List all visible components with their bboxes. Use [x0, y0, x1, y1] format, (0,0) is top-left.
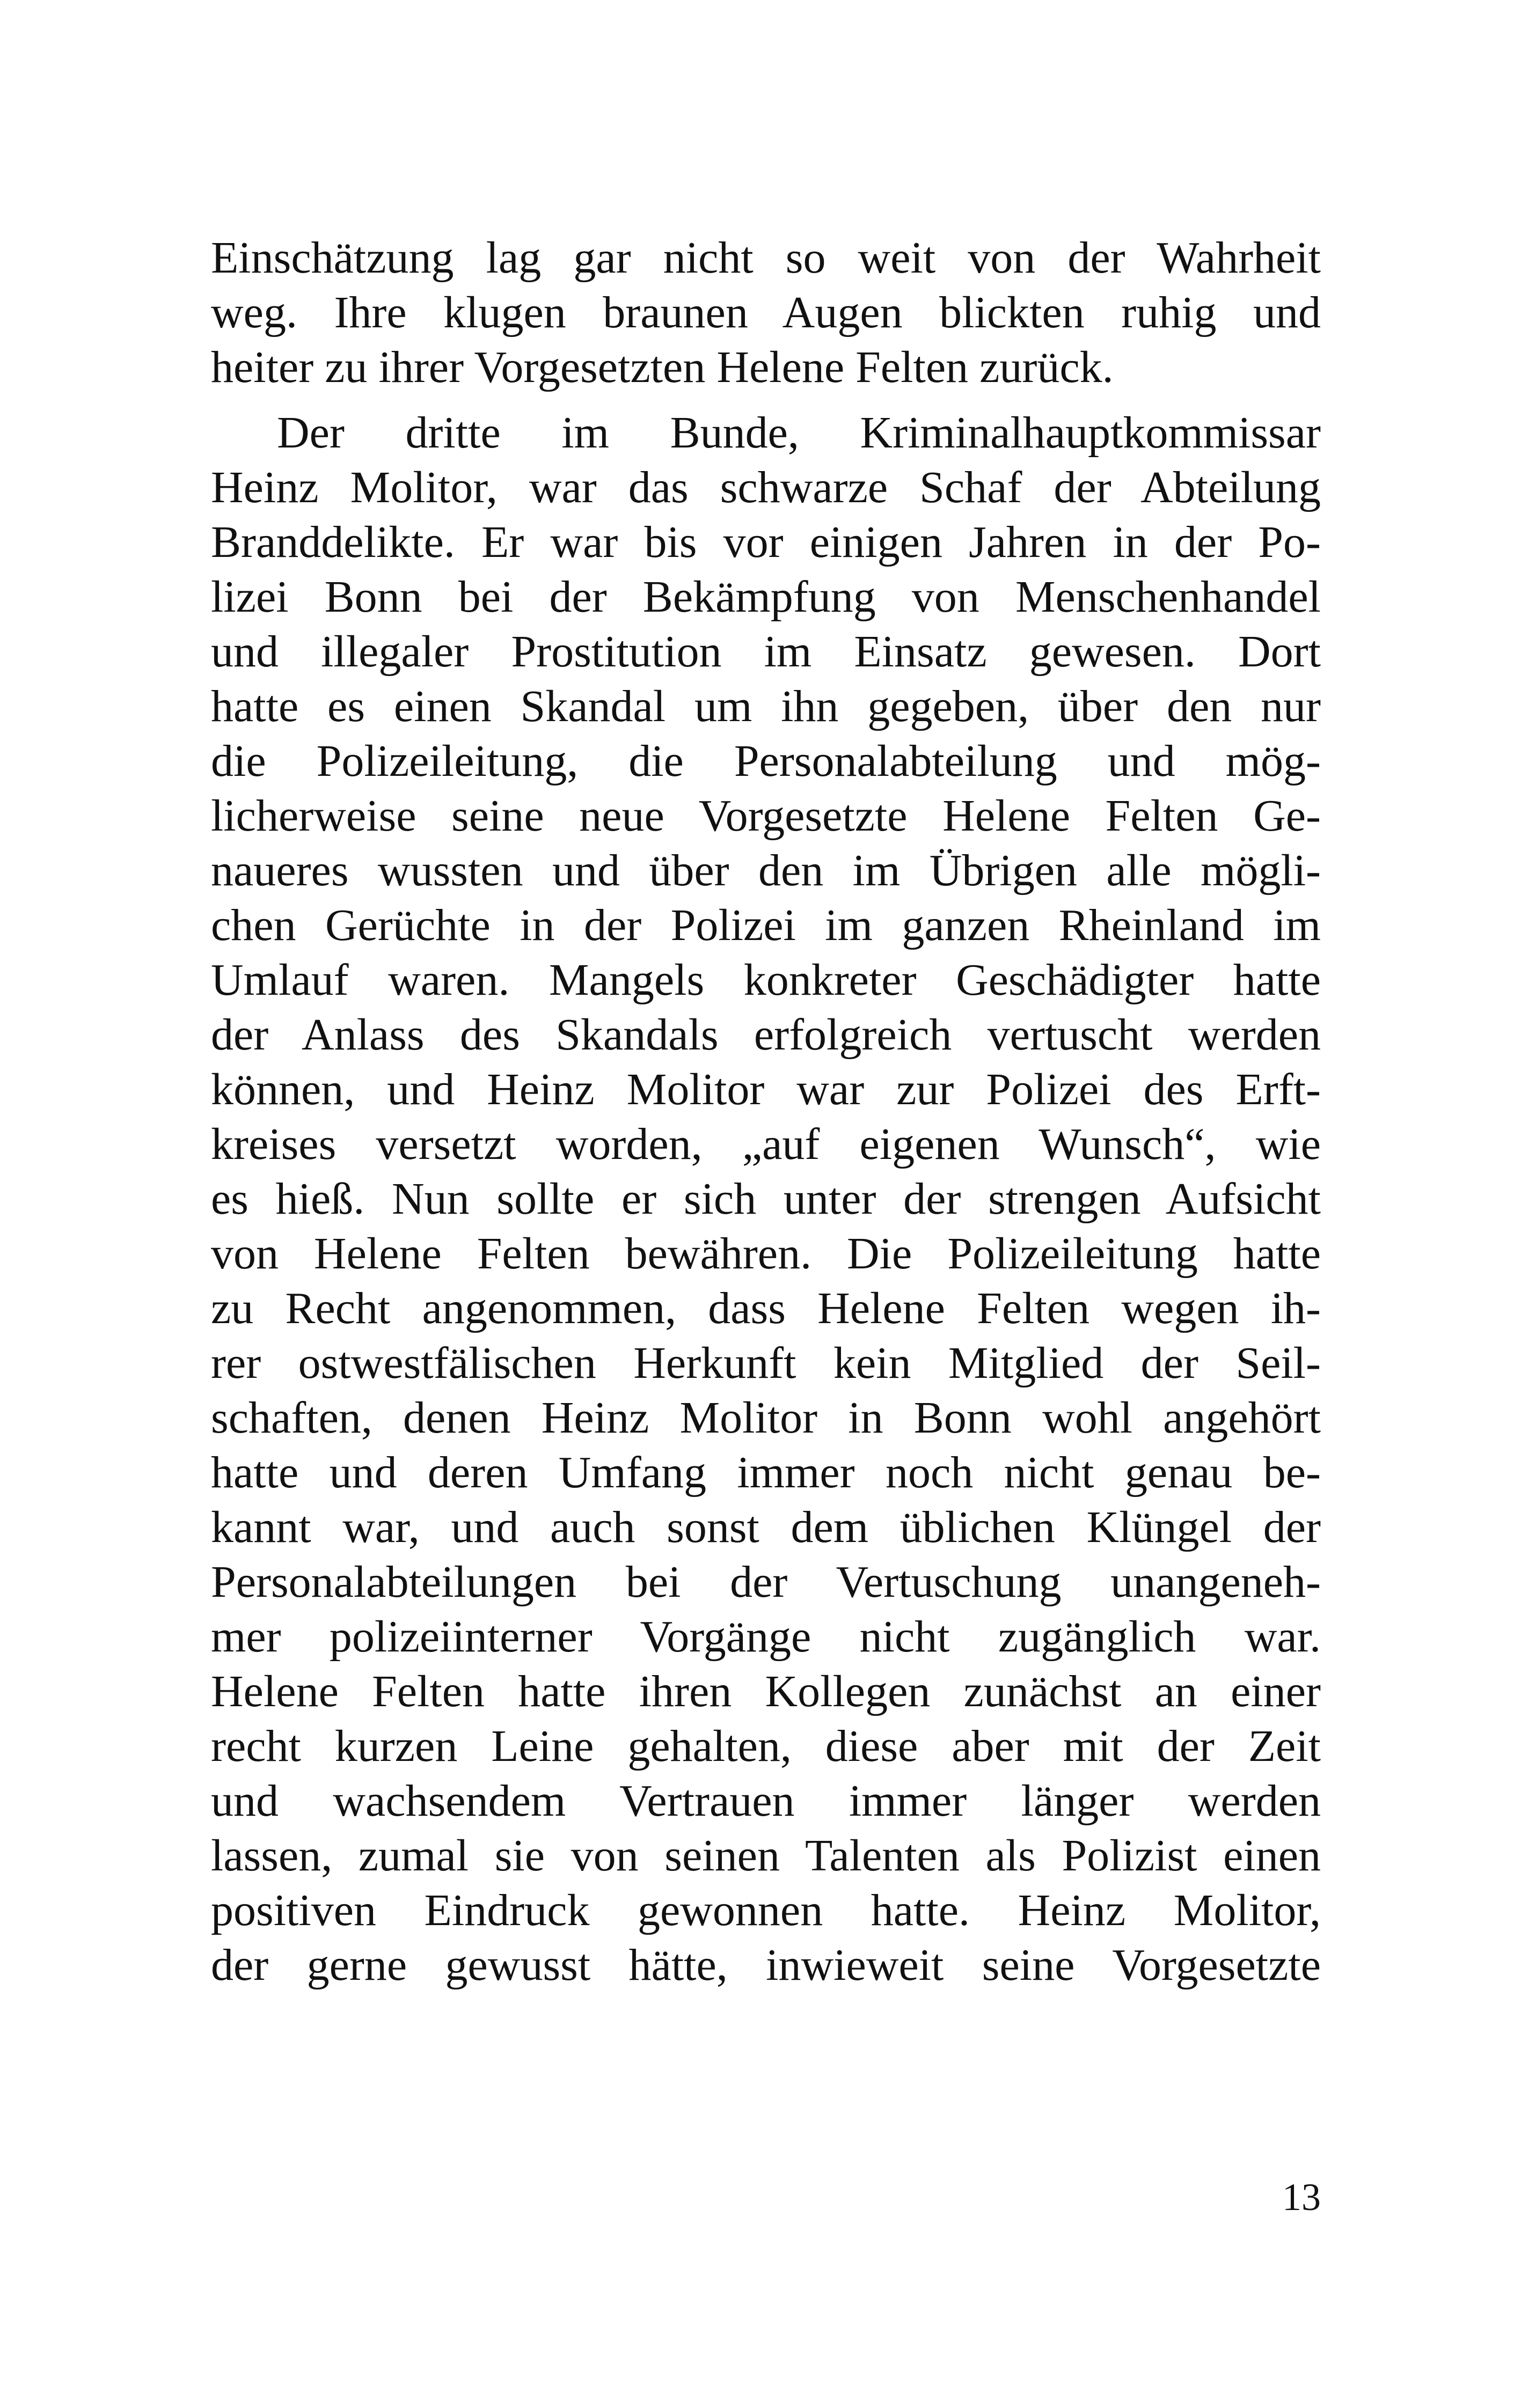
- text-line: und illegaler Prostitution im Einsatz gewesen. Dort: [211, 627, 1321, 677]
- text-line: heiter zu ihrer Vorgesetzten Helene Felten zurück.: [211, 342, 1114, 392]
- page-number: 13: [1282, 2176, 1321, 2219]
- paragraph-2: [211, 406, 1321, 1993]
- text-line: die Polizeileitung, die Personalabteilung und mög-: [211, 736, 1321, 786]
- text-line: naueres wussten und über den im Übrigen alle mögli-: [211, 846, 1321, 895]
- text-line: lizei Bonn bei der Bekämpfung von Menschenhandel: [211, 572, 1321, 622]
- text-line: und wachsendem Vertrauen immer länger werden: [211, 1776, 1321, 1826]
- text-line: weg. Ihre klugen braunen Augen blickten ruhig und: [211, 288, 1321, 337]
- text-line: Heinz Molitor, war das schwarze Schaf der Abteilung: [211, 462, 1321, 512]
- text-line: von Helene Felten bewähren. Die Polizeileitung hatte: [211, 1229, 1321, 1279]
- text-line: Umlauf waren. Mangels konkreter Geschädigter hatte: [211, 955, 1321, 1005]
- text-line: kannt war, und auch sonst dem üblichen Klüngel der: [211, 1502, 1321, 1552]
- text-line: Personalabteilungen bei der Vertuschung unangeneh-: [211, 1557, 1321, 1607]
- text-line: können, und Heinz Molitor war zur Polizei des Erft-: [211, 1064, 1321, 1114]
- text-line: Einschätzung lag gar nicht so weit von der Wahrheit: [211, 233, 1321, 283]
- text-line: lassen, zumal sie von seinen Talenten als Polizist einen: [211, 1831, 1321, 1881]
- text-line: positiven Eindruck gewonnen hatte. Heinz Molitor,: [211, 1885, 1321, 1935]
- text-line: es hieß. Nun sollte er sich unter der strengen Aufsicht: [211, 1174, 1321, 1224]
- text-line: Helene Felten hatte ihren Kollegen zunächst an einer: [211, 1666, 1321, 1716]
- text-line: zu Recht angenommen, dass Helene Felten wegen ih-: [211, 1283, 1321, 1333]
- text-line: rer ostwestfälischen Herkunft kein Mitglied der Seil-: [211, 1338, 1321, 1388]
- text-line: der gerne gewusst hätte, inwieweit seine Vorgesetzte: [211, 1940, 1321, 1990]
- text-line: recht kurzen Leine gehalten, diese aber mit der Zeit: [211, 1721, 1321, 1771]
- text-line: hatte und deren Umfang immer noch nicht genau be-: [211, 1448, 1321, 1497]
- text-line: kreises versetzt worden, „auf eigenen Wunsch“, wie: [211, 1119, 1321, 1169]
- text-line: mer polizeiinterner Vorgänge nicht zugänglich war.: [211, 1612, 1321, 1662]
- text-line: Branddelikte. Er war bis vor einigen Jahren in der Po-: [211, 517, 1321, 567]
- text-line: der Anlass des Skandals erfolgreich vertuscht werden: [211, 1010, 1321, 1060]
- text-line: Der dritte im Bunde, Kriminalhauptkommissar: [277, 408, 1321, 458]
- text-line: chen Gerüchte in der Polizei im ganzen Rheinland im: [211, 900, 1321, 950]
- paragraph-gap: [211, 395, 1321, 406]
- text-line: licherweise seine neue Vorgesetzte Helene Felten Ge-: [211, 791, 1321, 841]
- text-line: schaften, denen Heinz Molitor in Bonn wohl angehört: [211, 1393, 1321, 1443]
- paragraph-1: [211, 231, 1321, 395]
- text-line: hatte es einen Skandal um ihn gegeben, über den nur: [211, 681, 1321, 731]
- body-text: [211, 231, 1321, 1993]
